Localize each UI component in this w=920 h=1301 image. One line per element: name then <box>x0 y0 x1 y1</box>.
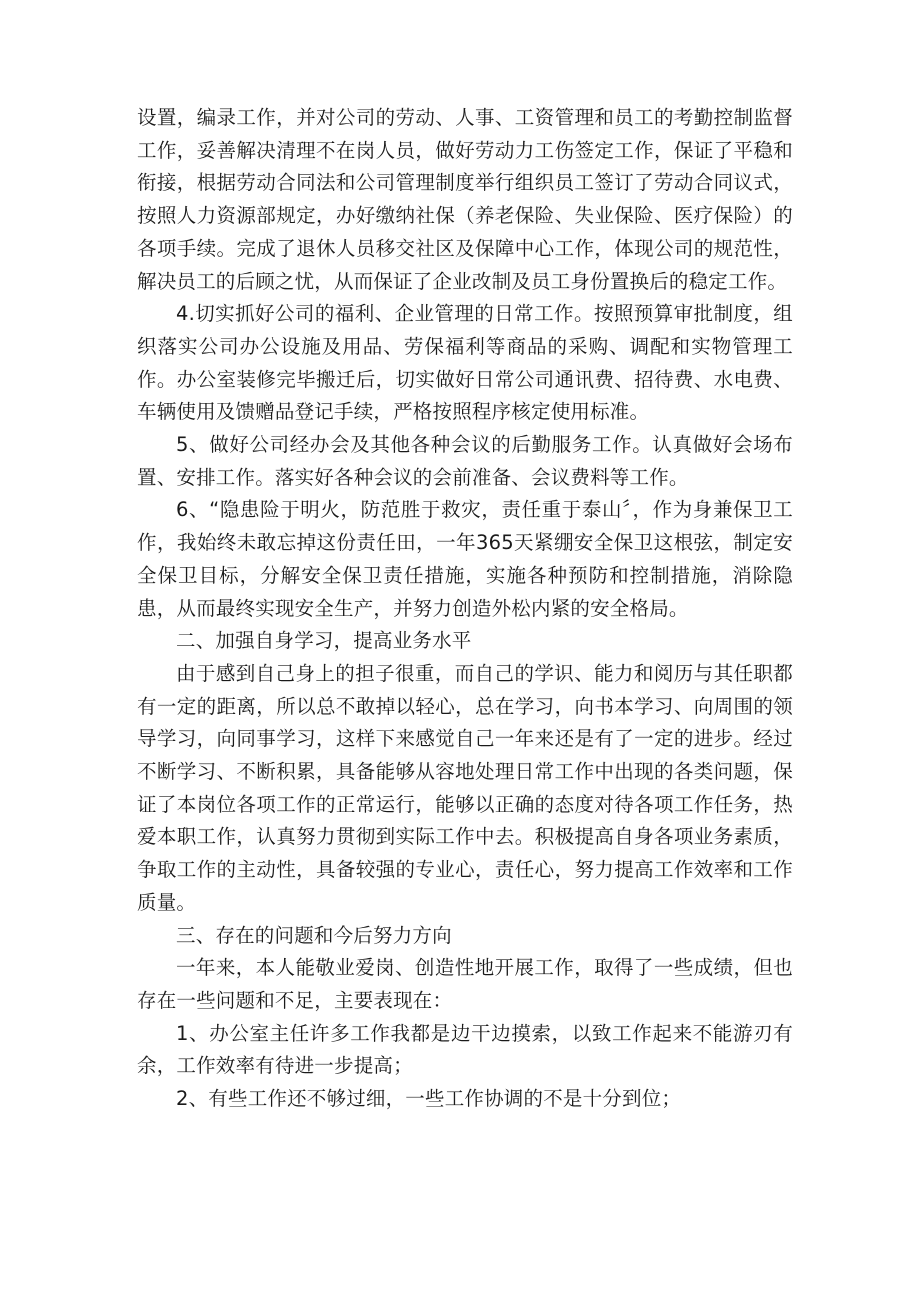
paragraph-problem-1: 1、办公室主任许多工作我都是边干边摸索，以致工作起来不能游刃有余，工作效率有待进一步提高； <box>137 1021 793 1078</box>
paragraph-problems-intro: 一年来，本人能敬业爱岗、创造性地开展工作，取得了一些成绩，但也存在一些问题和不足，主要表现在： <box>137 956 793 1012</box>
paragraph-personnel-work: 设置，编录工作，并对公司的劳动、人事、工资管理和员工的考勤控制监督工作，妥善解决清理不在岗人员，做好劳动力工伤签定工作，保证了平稳和衔接，根据劳动合同法和公司管理制度举行组织员工签订了劳动合同议式，按照人力资源部规定，办好缴纳社保（养老保险、失业保险、医疗保险）的各项手续。完成了退休人员移交社区及保障中心工作，体现公司的规范性，解决员工的后顾之忧，从而保证了企业改制及员工身份置换后的稳定工作。 <box>137 106 793 293</box>
paragraph-problem-2: 2、有些工作还不够过细，一些工作协调的不是十分到位； <box>176 1087 682 1111</box>
paragraph-item-5-meetings: 5、做好公司经办会及其他各种会议的后勤服务工作。认真做好会场布置、安排工作。落实好各种会议的会前准备、会议费料等工作。 <box>137 433 793 489</box>
paragraph-item-6-security: 6、“隐患险于明火，防范胜于救灾，责任重于泰山〞，作为身兼保卫工作，我始终未敢忘掉这份责任田，一年365天紧绷安全保卫这根弦，制定安全保卫目标，分解安全保卫责任措施，实施各种预防和控制措施，消除隐患，从而最终实现安全生产，并努力创造外松内紧的安全格局。 <box>137 498 793 620</box>
section-heading-2: 二、加强自身学习，提高业务水平 <box>176 629 472 653</box>
paragraph-item-4-welfare: 4.切实抓好公司的福利、企业管理的日常工作。按照预算审批制度，组织落实公司办公设施及用品、劳保福利等商品的采购、调配和实物管理工作。办公室装修完毕搬迁后，切实做好日常公司通讯费、招待费、水电费、车辆使用及馈赠品登记手续，严格按照程序核定使用标准。 <box>137 302 793 424</box>
document-body <box>137 102 793 1116</box>
section-heading-3: 三、存在的问题和今后努力方向 <box>176 923 452 947</box>
paragraph-study: 由于感到自己身上的担子很重，而自己的学识、能力和阅历与其任职都有一定的距离，所以总不敢掉以轻心，总在学习，向书本学习、向周围的领导学习，向同事学习，这样下来感觉自己一年来还是有了一定的进步。经过不断学习、不断积累，具备能够从容地处理日常工作中出现的各类问题，保证了本岗位各项工作的正常运行，能够以正确的态度对待各项工作任务，热爱本职工作，认真努力贯彻到实际工作中去。积极提高自身各项业务素质，争取工作的主动性，具备较强的专业心，责任心，努力提高工作效率和工作质量。 <box>137 661 793 914</box>
